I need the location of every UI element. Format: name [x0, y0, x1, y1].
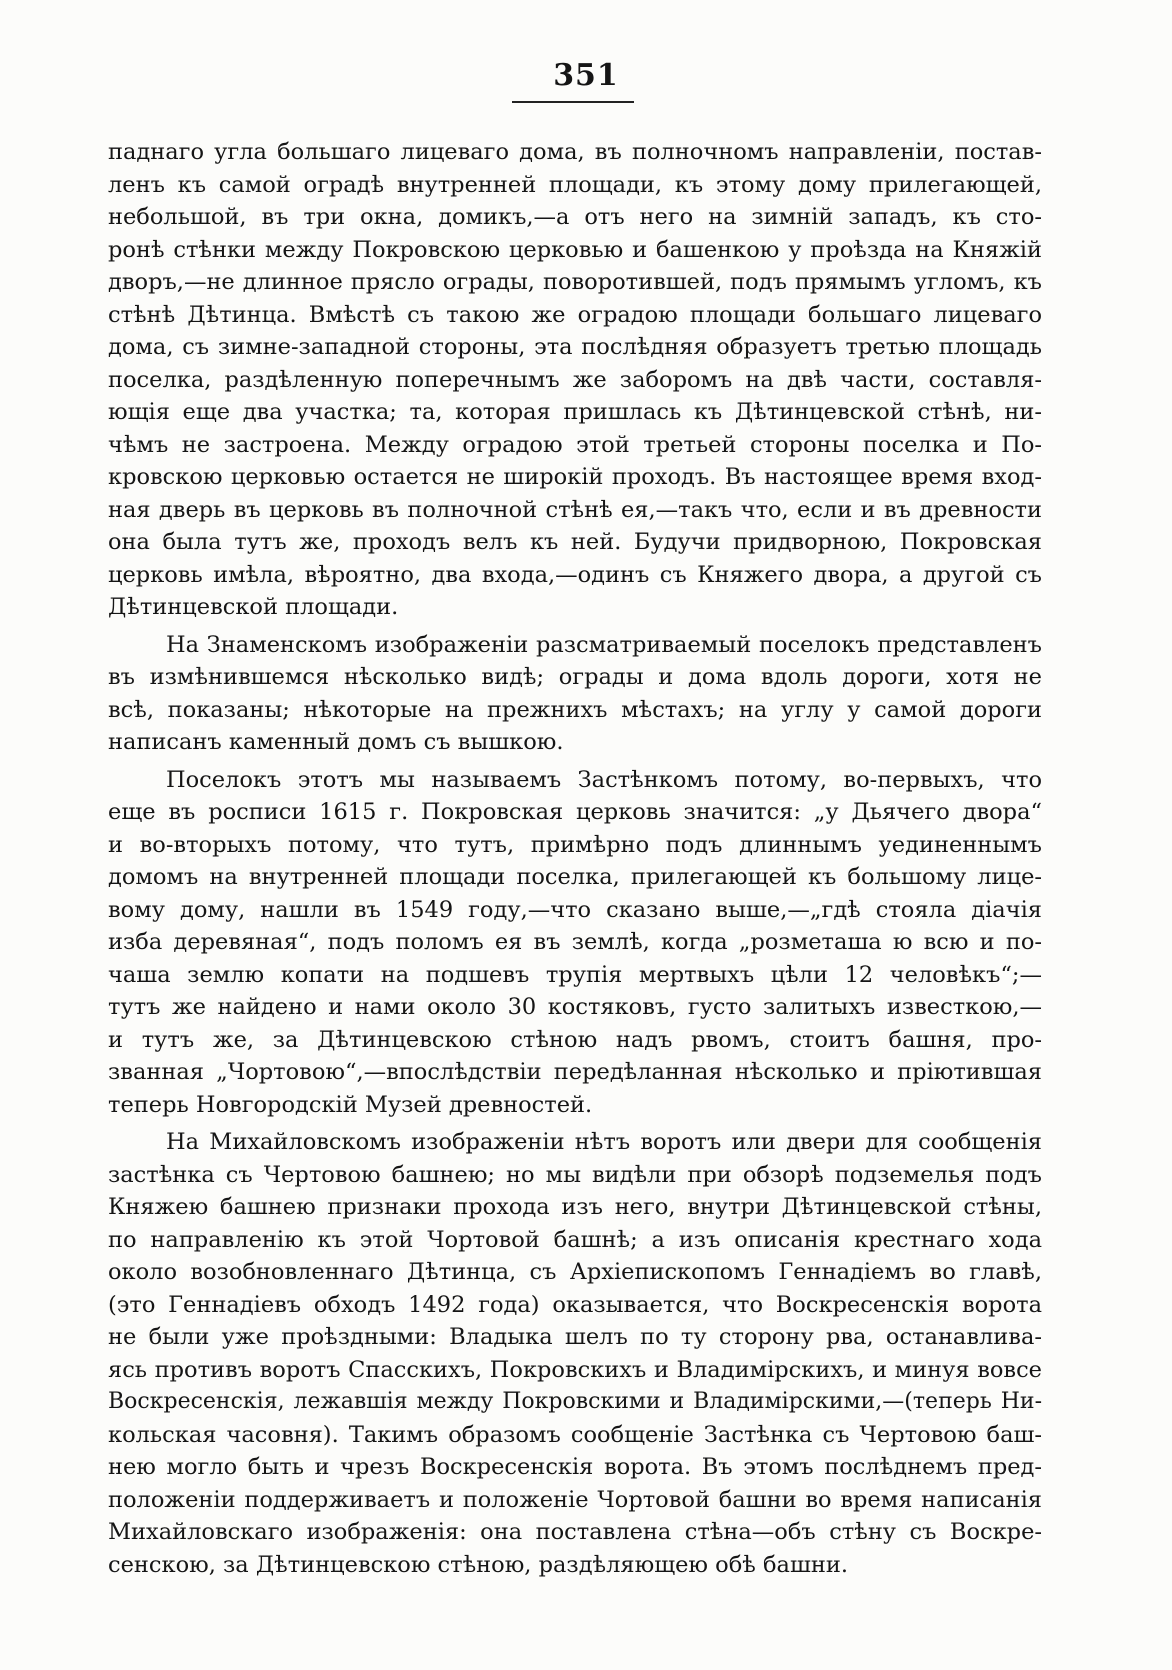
text-line: Воскресенскія, лежавшія между Покровскими и Владимірскими,—(теперь Ни- [108, 1389, 1042, 1414]
text-line: Дѣтинцевской площади. [108, 594, 399, 620]
text-line: ронѣ стѣнки между Покровскою церковью и башенкою у проѣзда на Княжій [108, 236, 1042, 263]
paragraph [108, 764, 1042, 1122]
text-line: всѣ, показаны; нѣкоторые на прежнихъ мѣстахъ; на углу у самой дороги [108, 696, 1042, 723]
text-line: и во-вторыхъ потому, что тутъ, примѣрно подъ длиннымъ уединеннымъ [108, 831, 1042, 858]
text-line: (это Геннадіевъ обходъ 1492 года) оказывается, что Воскресенскія ворота [108, 1291, 1042, 1318]
text-line: еще въ росписи 1615 г. Покровская церковь значится: „у Дьячего двора“ [108, 799, 1042, 825]
paragraph [108, 136, 1042, 624]
text-line: ная дверь въ церковь въ полночной стѣнѣ ея,—такъ что, если и въ древности [108, 496, 1042, 523]
text-line: небольшой, въ три окна, домикъ,—а отъ него на зимній западъ, къ сто- [108, 204, 1042, 230]
text-line: чаша землю копати на подшевъ трупія мертвыхъ цѣли 12 человѣкъ“;— [108, 961, 1042, 988]
paragraph [108, 1126, 1042, 1581]
text-line: паднаго угла большаго лицеваго дома, въ полночномъ направленіи, постав- [108, 139, 1042, 165]
text-line: теперь Новгородскій Музей древностей. [108, 1091, 593, 1118]
text-line: по направленію къ этой Чортовой башнѣ; а изъ описанія крестнаго хода [108, 1226, 1042, 1253]
page-number: 351 [553, 58, 619, 93]
text-line: дома, съ зимне-западной стороны, эта послѣдняя образуетъ третью площадь [108, 334, 1042, 360]
text-line: ясь противъ воротъ Спасскихъ, Покровскихъ и Владимірскихъ, и минуя вовсе [108, 1356, 1042, 1383]
text-line: поселка, раздѣленную поперечнымъ же заборомъ на двѣ части, составля- [108, 366, 1042, 393]
text-line: домомъ на внутренней площади поселка, прилегающей къ большому лице- [108, 864, 1042, 890]
text-line: нею могло быть и чрезъ Воскресенскія ворота. Въ этомъ послѣднемъ пред- [108, 1454, 1042, 1480]
text-line: Княжею башнею признаки прохода изъ него, внутри Дѣтинцевской стѣны, [108, 1194, 1042, 1220]
text-line: стѣнѣ Дѣтинца. Вмѣстѣ съ такою же оградою площади большаго лицеваго [108, 301, 1042, 328]
text-line: положеніи поддерживаетъ и положеніе Чортовой башни во время написанія [108, 1486, 1042, 1513]
header-rule [512, 101, 634, 103]
text-line: На Знаменскомъ изображеніи разсматриваемый поселокъ представленъ [166, 631, 1042, 658]
text-line: Поселокъ этотъ мы называемъ Застѣнкомъ потому, во-первыхъ, что [166, 766, 1042, 793]
text-line: изба деревяная“, подъ поломъ ея въ землѣ, когда „розметаша ю всю и по- [108, 929, 1042, 955]
text-line: Михайловскаго изображенія: она поставлена стѣна—объ стѣну съ Воскре- [108, 1519, 1042, 1545]
text-line: дворъ,—не длинное прясло ограды, поворотившей, подъ прямымъ угломъ, къ [108, 269, 1042, 295]
text-line: около возобновленнаго Дѣтинца, съ Архіепископомъ Геннадіемъ во главѣ, [108, 1259, 1042, 1285]
text-line: не были уже проѣздными: Владыка шелъ по ту сторону рва, останавлива- [108, 1324, 1042, 1350]
text-line: ленъ къ самой оградѣ внутренней площади, къ этому дому прилегающей, [108, 171, 1042, 198]
text-line: написанъ каменный домъ съ вышкою. [108, 729, 564, 755]
text-line: застѣнка съ Чертовою башнею; но мы видѣли при обзорѣ подземелья подъ [108, 1161, 1042, 1188]
text-line: кровскою церковью остается не широкій проходъ. Въ настоящее время вход- [108, 464, 1042, 490]
text-line: и тутъ же, за Дѣтинцевскою стѣною надъ рвомъ, стоитъ башня, про- [108, 1026, 1042, 1053]
text-line: она была тутъ же, проходъ велъ къ ней. Будучи придворною, Покровская [108, 529, 1042, 555]
text-line: тутъ же найдено и нами около 30 костяковъ, густо залитыхъ известкою,— [108, 994, 1042, 1020]
text-line: въ измѣнившемся нѣсколько видѣ; ограды и дома вдоль дороги, хотя не [108, 664, 1042, 690]
text-line: званная „Чортовою“,—впослѣдствіи передѣланная нѣсколько и пріютившая [108, 1059, 1042, 1085]
text-line: сенскою, за Дѣтинцевскою стѣною, раздѣляющею обѣ башни. [108, 1551, 849, 1578]
text-line: кольская часовня). Такимъ образомъ сообщеніе Застѣнка съ Чертовою баш- [108, 1421, 1042, 1448]
text-line: На Михайловскомъ изображеніи нѣтъ воротъ или двери для сообщенія [166, 1129, 1042, 1155]
body-text [108, 136, 1042, 1586]
text-line: ющія еще два участка; та, которая пришлась къ Дѣтинцевской стѣнѣ, ни- [108, 399, 1042, 425]
text-line: церковь имѣла, вѣроятно, два входа,—одинъ съ Княжего двора, а другой съ [108, 561, 1042, 588]
text-line: вому дому, нашли въ 1549 году,—что сказано выше,—„гдѣ стояла діачія [108, 896, 1042, 923]
text-line: чѣмъ не застроена. Между оградою этой третьей стороны поселка и По- [108, 431, 1042, 458]
paragraph [108, 629, 1042, 759]
